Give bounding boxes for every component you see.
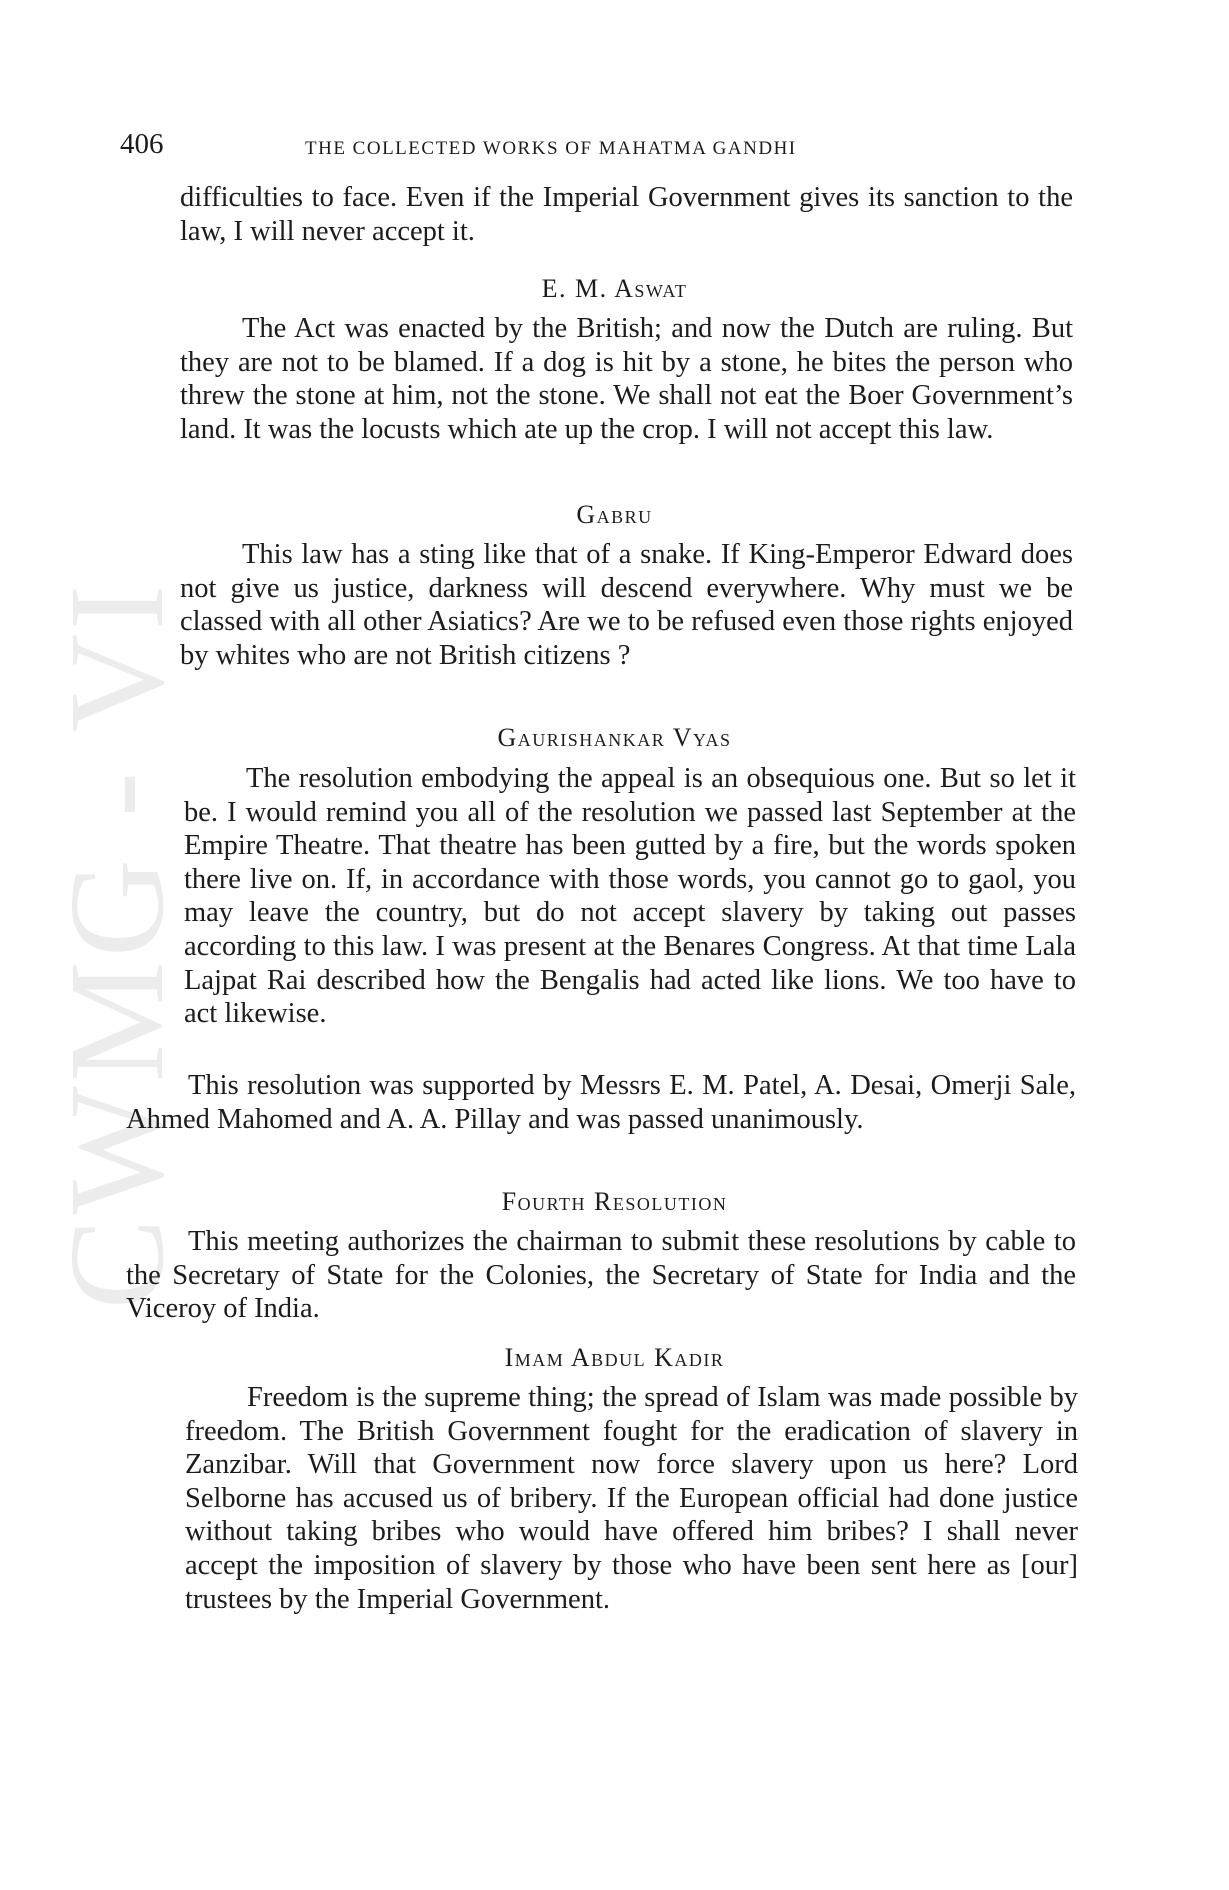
- fourth-resolution-heading: Fourth Resolution: [501, 1187, 728, 1216]
- kadir-speech: Freedom is the supreme thing; the spread of Islam was made possible by freedom. The British Government fought for the eradication of slavery in Zanzibar. Will that Government now force slavery upon us here? Lord Selborne has accused us of bribery. If the European official had done justice without taking bribes who would have offered him bribes? I shall never accept the imposition of slavery by those who have been sent here as [our] trustees by the Imperial Government.: [185, 1382, 1078, 1615]
- intro-paragraph-block: [180, 181, 1073, 248]
- intro-paragraph: difficulties to face. Even if the Imperial Government gives its sanction to the law, I will never accept it.: [180, 182, 1073, 247]
- aswat-speech: The Act was enacted by the British; and now the Dutch are ruling. But they are not to be blamed. If a dog is hit by a stone, he bites the person who threw the stone at him, not the stone. We shall not eat the Boer Government’s land. It was the locusts which ate up the crop. I will not accept this law.: [180, 313, 1073, 445]
- speaker-kadir: Imam Abdul Kadir: [504, 1343, 725, 1372]
- speaker-gabru: Gabru: [576, 500, 653, 529]
- vyas-speech-block: [184, 762, 1076, 1031]
- resolution-paragraph-block: [126, 1225, 1076, 1326]
- gabru-speech: This law has a sting like that of a snake. If King-Emperor Edward does not give us justice, darkness will descend everywhere. Why must we be classed with all other Asiatics? Are we to be refused even those rights enjoyed by whites who are not British citizens ?: [180, 539, 1073, 671]
- page-number: 406: [120, 128, 164, 160]
- watermark-text: CWMG - VI: [42, 580, 192, 1310]
- page-header: [120, 128, 1120, 168]
- kadir-speech-block: [185, 1381, 1078, 1616]
- running-head: THE COLLECTED WORKS OF MAHATMA GANDHI: [305, 138, 797, 159]
- aswat-speech-block: [180, 312, 1073, 446]
- vyas-speech: The resolution embodying the appeal is an obsequious one. But so let it be. I would remind you all of the resolution we passed last September at the Empire Theatre. That theatre has been gutted by a fire, but the words spoken there live on. If, in accordance with those words, you cannot go to gaol, you may leave the country, but do not accept slavery by taking out passes according to this law. I was present at the Benares Congress. At that time Lala Lajpat Rai described how the Bengalis had acted like lions. We too have to act likewise.: [184, 763, 1076, 1030]
- support-paragraph-block: [126, 1069, 1076, 1136]
- gabru-speech-block: [180, 538, 1073, 672]
- speaker-aswat: E. M. Aswat: [541, 274, 688, 303]
- resolution-paragraph: This meeting authorizes the chairman to submit these resolutions by cable to the Secretary of State for the Colonies, the Secretary of State for India and the Viceroy of India.: [126, 1226, 1076, 1325]
- speaker-vyas: Gaurishankar Vyas: [497, 723, 732, 752]
- support-paragraph: This resolution was supported by Messrs E. M. Patel, A. Desai, Omerji Sale, Ahmed Mahomed and A. A. Pillay and was passed unanimously.: [126, 1070, 1076, 1135]
